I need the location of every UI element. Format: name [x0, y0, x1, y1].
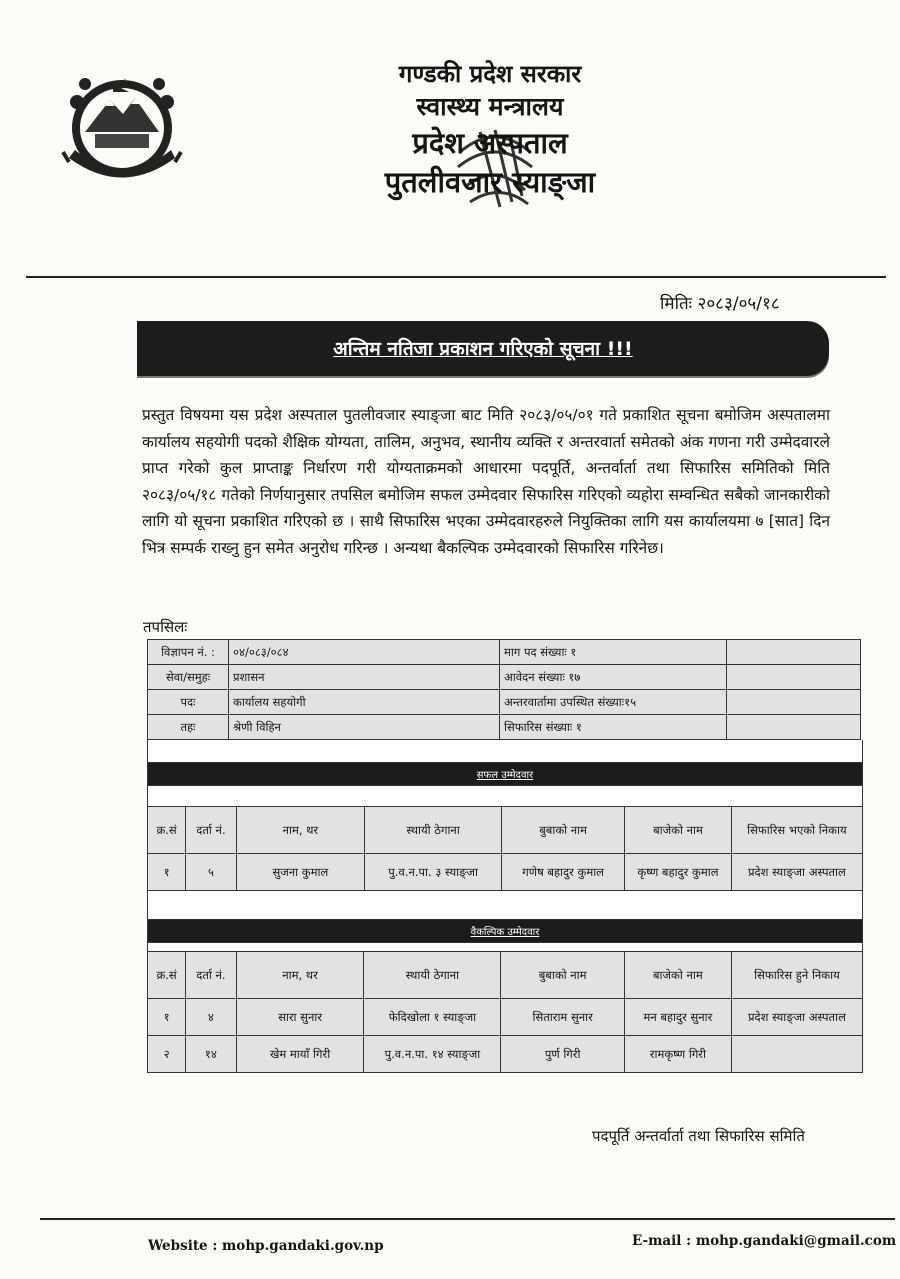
column-header: बाजेको नाम — [625, 807, 732, 854]
table-cell: खेम मायाँ गिरी — [236, 1036, 364, 1073]
info-right: माग पद संख्याः १ — [500, 640, 727, 665]
column-header: स्थायी ठेगाना — [365, 807, 502, 854]
info-value: कार्यालय सहयोगी — [229, 690, 500, 715]
table-cell: १ — [148, 999, 186, 1036]
vacancy-info-table — [147, 639, 861, 740]
table-cell: पुर्ण गिरी — [501, 1036, 624, 1073]
table-row — [148, 690, 861, 715]
table-row — [148, 1036, 863, 1073]
info-right: आवेदन संख्याः १७ — [500, 665, 727, 690]
hospital-name: प्रदेश अस्पताल — [412, 126, 568, 161]
footer-website: Website : mohp.gandaki.gov.np — [148, 1238, 384, 1254]
column-header: क्र.सं — [148, 807, 186, 854]
committee-signoff: पदपूर्ति अन्तर्वार्ता तथा सिफारिस समिति — [592, 1127, 805, 1145]
nepal-emblem-icon — [55, 62, 190, 192]
column-header: सिफारिस हुने निकाय — [731, 952, 862, 999]
info-value: प्रशासन — [229, 665, 500, 690]
info-label: तहः — [148, 715, 229, 740]
info-empty — [727, 665, 861, 690]
table-cell: रामकृष्ण गिरी — [624, 1036, 731, 1073]
table-cell: मन बहादुर सुनार — [624, 999, 731, 1036]
tapsil-label: तपसिलः — [143, 618, 188, 636]
footer-email: E-mail : mohp.gandaki@gmail.com — [632, 1233, 897, 1249]
table-spacer — [147, 786, 863, 806]
successful-section-title: सफल उम्मेदवार — [476, 770, 534, 781]
table-cell: प्रदेश स्याङ्जा अस्पताल — [731, 999, 862, 1036]
notice-date: मितिः २०८३/०५/१८ — [660, 294, 780, 314]
hospital-location: पुतलीवजार स्याङ्जा — [384, 165, 596, 200]
notice-title-banner — [137, 321, 829, 376]
table-row — [148, 999, 863, 1036]
info-right: अन्तरवार्तामा उपस्थित संख्याः१५ — [500, 690, 727, 715]
column-header: दर्ता नं. — [186, 807, 237, 854]
table-row — [148, 665, 861, 690]
table-cell: ५ — [186, 854, 237, 891]
successful-section-bar — [147, 762, 863, 786]
govt-name: गण्डकी प्रदेश सरकार — [398, 60, 582, 88]
info-empty — [727, 690, 861, 715]
table-cell: सुजना कुमाल — [236, 854, 364, 891]
info-label: पदः — [148, 690, 229, 715]
footer-divider — [40, 1218, 895, 1220]
table-spacer — [147, 740, 863, 762]
table-cell: प्रदेश स्याङ्जा अस्पताल — [731, 854, 862, 891]
office-stamp-icon — [440, 112, 550, 222]
table-spacer — [147, 891, 863, 919]
info-label: विज्ञापन नं. : — [148, 640, 229, 665]
header-divider — [26, 276, 886, 278]
info-value: श्रेणी विहिन — [229, 715, 500, 740]
table-cell: १ — [148, 854, 186, 891]
table-cell: गणेष बहादुर कुमाल — [502, 854, 625, 891]
info-value: ०४/०८३/०८४ — [229, 640, 500, 665]
table-row — [148, 854, 863, 891]
table-spacer — [147, 943, 863, 951]
alternate-candidates-table — [147, 951, 863, 1073]
table-header-row — [148, 952, 863, 999]
alternate-section-title: वैकल्पिक उम्मेदवार — [470, 927, 540, 938]
table-header-row — [148, 807, 863, 854]
alternate-section-bar — [147, 919, 863, 943]
column-header: क्र.सं — [148, 952, 186, 999]
column-header: बाजेको नाम — [624, 952, 731, 999]
table-cell: १४ — [186, 1036, 237, 1073]
table-cell: ४ — [186, 999, 237, 1036]
notice-title: अन्तिम नतिजा प्रकाशन गरिएको सूचना !!! — [333, 338, 633, 360]
column-header: नाम, थर — [236, 807, 364, 854]
info-empty — [727, 715, 861, 740]
table-cell: पु.व.न.पा. १४ स्याङ्जा — [364, 1036, 501, 1073]
table-cell: २ — [148, 1036, 186, 1073]
successful-candidates-table — [147, 806, 863, 891]
notice-body: प्रस्तुत विषयमा यस प्रदेश अस्पताल पुतलीवजार स्याङ्जा बाट मिति २०८३/०५/०१ गते प्रकाशित सूचना बमोजिम अस्पतालमा कार्यालय सहयोगी पदको शैक्षिक योग्यता, तालिम, अनुभव, स्थानीय व्यक्ति र अन्तरवार्ता समेतको अंक गणना गरी उम्मेदवारले प्राप्त गरेको कुल प्राप्ताङ्क निर्धारण गरी योग्यताक्रमको आधारमा पदपूर्ति, अन्तर्वार्ता तथा सिफारिस समितिको मिति २०८३/०५/१८ गतेको निर्णयानुसार तपसिल बमोजिम सफल उम्मेदवार सिफारिस गरिएको व्यहोरा सम्वन्धित सबैको जानकारीको लागि यो सूचना प्रकाशित गरिएको छ । साथै सिफारिस भएका उम्मेदवारहरुले नियुक्तिका लागि यस कार्यालयमा ७ [सात] दिन भित्र सम्पर्क राख्नु हुन समेत अनुरोध गरिन्छ । अन्यथा बैकल्पिक उम्मेदवारको सिफारिस गरिनेछ। — [142, 406, 830, 557]
info-label: सेवा/समुहः — [148, 665, 229, 690]
column-header: स्थायी ठेगाना — [364, 952, 501, 999]
table-row — [148, 640, 861, 665]
column-header: बुबाको नाम — [501, 952, 624, 999]
table-cell: पु.व.न.पा. ३ स्याङ्जा — [365, 854, 502, 891]
table-cell: सारा सुनार — [236, 999, 364, 1036]
table-cell — [731, 1036, 862, 1073]
table-cell: कृष्ण बहादुर कुमाल — [625, 854, 732, 891]
column-header: दर्ता नं. — [186, 952, 237, 999]
column-header: नाम, थर — [236, 952, 364, 999]
info-right: सिफारिस संख्याः १ — [500, 715, 727, 740]
column-header: सिफारिस भएको निकाय — [731, 807, 862, 854]
table-row — [148, 715, 861, 740]
table-cell: सिताराम सुनार — [501, 999, 624, 1036]
ministry-name: स्वास्थ्य मन्त्रालय — [416, 92, 564, 122]
info-empty — [727, 640, 861, 665]
column-header: बुबाको नाम — [502, 807, 625, 854]
table-cell: फेदिखोला १ स्याङ्जा — [364, 999, 501, 1036]
